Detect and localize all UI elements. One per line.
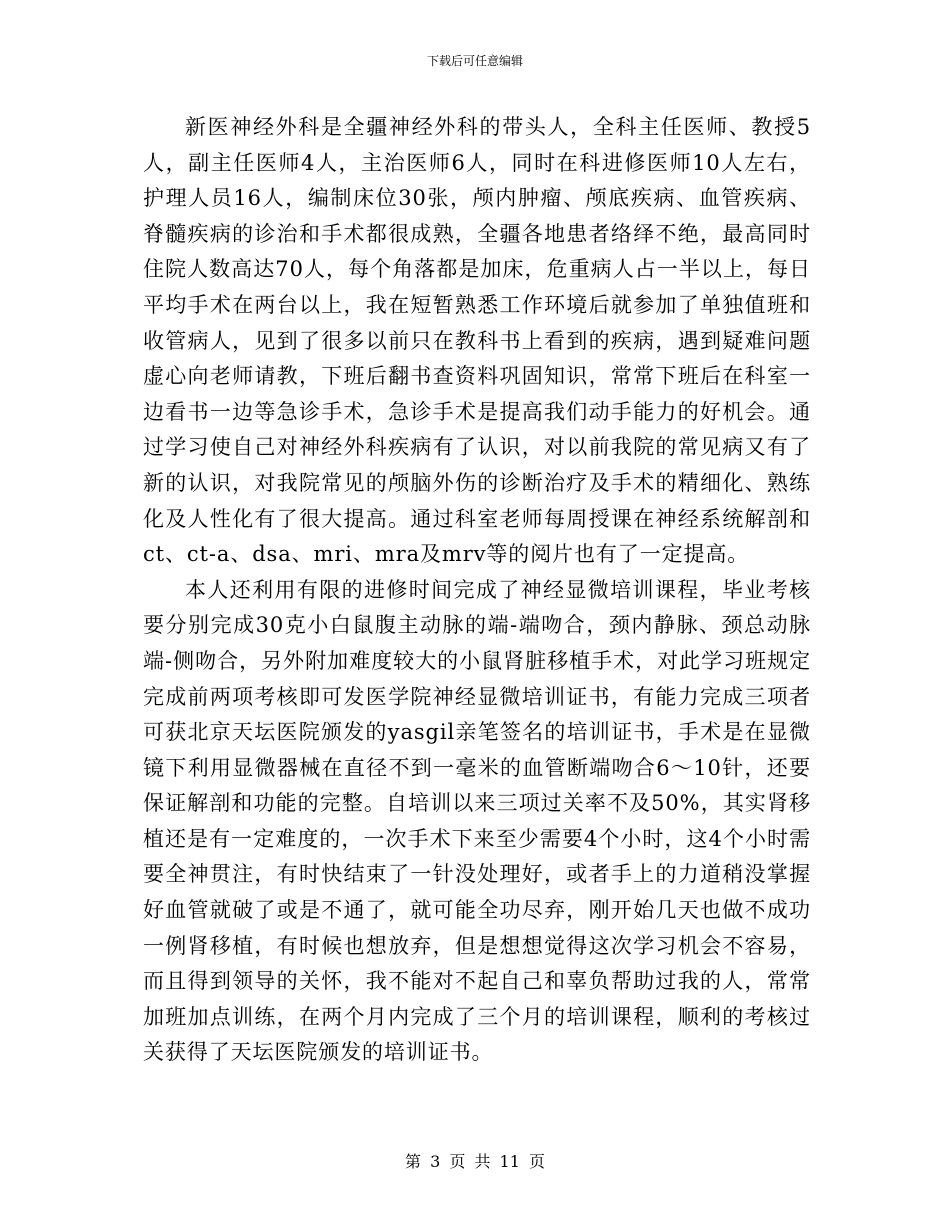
- document-body: [143, 110, 811, 1071]
- paragraph-department-intro: 新医神经外科是全疆神经外科的带头人，全科主任医师、教授5人，副主任医师4人，主治医师6人，同时在科进修医师10人左右，护理人员16人，编制床位30张，颅内肿瘤、颅底疾病、血管疾病、脊髓疾病的诊治和手术都很成熟，全疆各地患者络绎不绝，最高同时住院人数高达70人，每个角落都是加床，危重病人占一半以上，每日平均手术在两台以上，我在短暂熟悉工作环境后就参加了单独值班和收管病人，见到了很多以前只在教科书上看到的疾病，遇到疑难问题虚心向老师请教，下班后翻书查资料巩固知识，常常下班后在科室一边看书一边等急诊手术，急诊手术是提高我们动手能力的好机会。通过学习使自己对神经外科疾病有了认识，对以前我院的常见病又有了新的认识，对我院常见的颅脑外伤的诊断治疗及手术的精细化、熟练化及人性化有了很大提高。通过科室老师每周授课在神经系统解剖和ct、ct-a、dsa、mri、mra及mrv等的阅片也有了一定提高。: [143, 115, 811, 567]
- paragraph-microsurgery-training: 本人还利用有限的进修时间完成了神经显微培训课程，毕业考核要分别完成30克小白鼠腹主动脉的端-端吻合，颈内静脉、颈总动脉端-侧吻合，另外附加难度较大的小鼠肾脏移植手术，对此学习班规定完成前两项考核即可发医学院神经显微培训证书，有能力完成三项者可获北京天坛医院颁发的yasgil亲笔签名的培训证书，手术是在显微镜下利用显微器械在直径不到一毫米的血管断端吻合6～10针，还要保证解剖和功能的完整。自培训以来三项过关率不及50%，其实肾移植还是有一定难度的，一次手术下来至少需要4个小时，这4个小时需要全神贯注，有时快结束了一针没处理好，或者手上的力道稍没掌握好血管就破了或是不通了，就可能全功尽弃，刚开始几天也做不成功一例肾移植，有时候也想放弃，但是想想觉得这次学习机会不容易，而且得到领导的关怀，我不能对不起自己和辜负帮助过我的人，常常加班加点训练，在两个月内完成了三个月的培训课程，顺利的考核过关获得了天坛医院颁发的培训证书。: [143, 577, 811, 1065]
- page-number: 第 3 页 共 11 页: [405, 1152, 545, 1171]
- header-note: 下载后可任意编辑: [426, 54, 523, 68]
